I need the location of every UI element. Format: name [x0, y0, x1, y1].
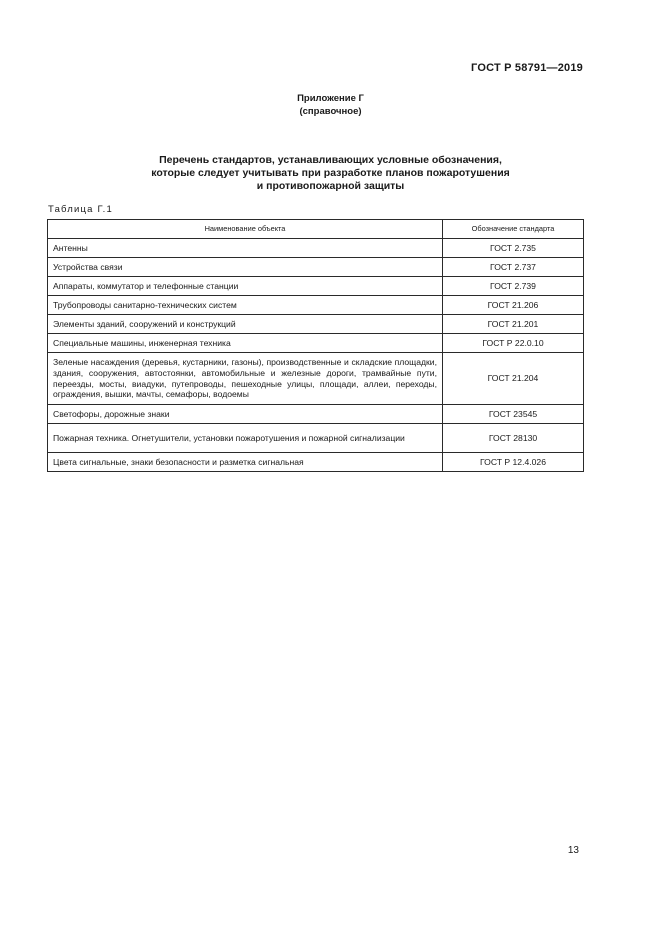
section-title-line: Перечень стандартов, устанавливающих условные обозначения,: [159, 154, 502, 166]
object-name-cell: Специальные машины, инженерная техника: [48, 334, 443, 353]
table-caption: Таблица Г.1: [48, 204, 113, 215]
object-name-cell: Зеленые насаждения (деревья, кустарники, газоны), производственные и складские площадки, здания, сооружения, автостоянки, автомобильные и железные дороги, трамвайные пути, переезды, мосты, виадуки, путепроводы, пешеходные улицы, площади, аллеи, переходы, ограждения, вышки, мачты, семафоры, водоемы: [48, 353, 443, 405]
table-row: [48, 258, 584, 277]
appendix-heading: [0, 92, 661, 118]
object-name-cell: Аппараты, коммутатор и телефонные станции: [48, 277, 443, 296]
standard-code-cell: ГОСТ Р 12.4.026: [443, 453, 584, 472]
object-name-cell: Трубопроводы санитарно-технических систем: [48, 296, 443, 315]
appendix-subtitle: (справочное): [299, 106, 362, 117]
page-number: 13: [567, 845, 579, 856]
standard-code-cell: ГОСТ Р 22.0.10: [443, 334, 584, 353]
standard-code-cell: ГОСТ 21.206: [443, 296, 584, 315]
table-row: [48, 277, 584, 296]
table-row: [48, 424, 584, 453]
section-title-line: которые следует учитывать при разработке планов пожаротушения: [151, 167, 510, 179]
table-row: [48, 405, 584, 424]
object-name-cell: Элементы зданий, сооружений и конструкций: [48, 315, 443, 334]
standard-code-cell: ГОСТ 2.737: [443, 258, 584, 277]
appendix-title: Приложение Г: [297, 93, 364, 104]
object-name-cell: Антенны: [48, 239, 443, 258]
standard-code-cell: ГОСТ 21.204: [443, 353, 584, 405]
standard-code-cell: ГОСТ 2.735: [443, 239, 584, 258]
object-name-cell: Цвета сигнальные, знаки безопасности и разметка сигнальная: [48, 453, 443, 472]
object-name-cell: Пожарная техника. Огнетушители, установки пожаротушения и пожарной сигнализации: [48, 424, 443, 453]
standards-table: [47, 219, 584, 472]
table-row: [48, 334, 584, 353]
section-title-line: и противопожарной защиты: [256, 180, 405, 192]
table-row: [48, 296, 584, 315]
table-row: [48, 453, 584, 472]
table-row: [48, 315, 584, 334]
standard-code-cell: ГОСТ 21.201: [443, 315, 584, 334]
column-header-object: Наименование объекта: [48, 220, 443, 239]
section-title: [0, 154, 661, 193]
table-row: [48, 239, 584, 258]
standard-code-cell: ГОСТ 28130: [443, 424, 584, 453]
table-header-row: [48, 220, 584, 239]
standard-code-cell: ГОСТ 23545: [443, 405, 584, 424]
column-header-standard: Обозначение стандарта: [443, 220, 584, 239]
object-name-cell: Светофоры, дорожные знаки: [48, 405, 443, 424]
standard-code-cell: ГОСТ 2.739: [443, 277, 584, 296]
document-code: ГОСТ Р 58791—2019: [471, 62, 583, 74]
table-row: [48, 353, 584, 405]
object-name-cell: Устройства связи: [48, 258, 443, 277]
